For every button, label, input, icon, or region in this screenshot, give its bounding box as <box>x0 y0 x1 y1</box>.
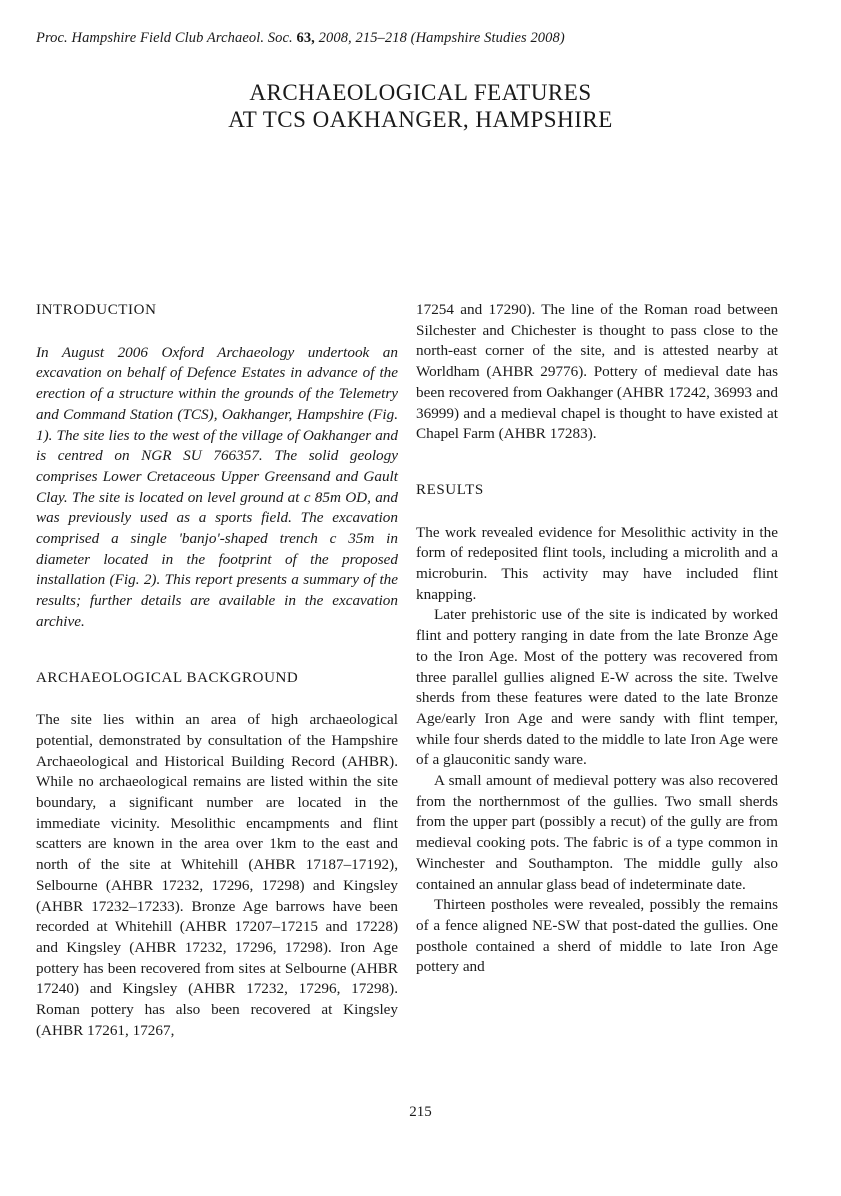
results-paragraph-2: Later prehistoric use of the site is indicated by worked flint and pottery ranging in date from the late Bronze Age to the Iron Age. Most of the pottery was recovered from three parallel gullies aligned E-W across the site. Twelve sherds from these features were dated to the late Bronze Age/early Iron Age and were sandy with flint temper, while four sherds dated to the middle to late Iron Age were of a glauconitic sandy ware. <box>416 606 778 769</box>
results-paragraph-3: A small amount of medieval pottery was also recovered from the northernmost of the gullies. Two small sherds from the upper part (possibly a recut) of the gully are from medieval cooking pots. The fabric is of a type common in Winchester and Southampton. The middle gully also contained an annular glass bead of indeterminate date. <box>416 772 778 893</box>
background-paragraph-continued: 17254 and 17290). The line of the Roman road between Silchester and Chichester is thought to pass close to the north-east corner of the site, and is attested nearby at Worldham (AHBR 29776). Pottery of medieval date has been recovered from Oakhanger (AHBR 17242, 36993 and 36999) and a medieval chapel is thought to have existed at Chapel Farm (AHBR 17283). <box>416 301 778 443</box>
journal-details: 2008, 215–218 (Hampshire Studies 2008) <box>318 30 565 46</box>
heading-introduction: INTRODUCTION <box>36 302 157 318</box>
introduction-abstract: In August 2006 Oxford Archaeology undertook an excavation on behalf of Defence Estates in advance of the erection of a structure within the grounds of the Telemetry and Command Station (TCS), Oakhanger, Hampshire (Fig. 1). The site lies to the west of the village of Oakhanger and is centred on NGR SU 766357. The solid geology comprises Lower Cretaceous Upper Greensand and Gault Clay. The site is located on level ground at c 85m OD, and was previously used as a sports field. The excavation comprised a single 'banjo'-shaped trench c 35m in diameter located in the footprint of the proposed installation (Fig. 2). This report presents a summary of the results; further details are available in the excavation archive. <box>36 343 398 630</box>
left-column <box>36 300 398 1042</box>
title-line-1: ARCHAEOLOGICAL FEATURES <box>249 80 592 105</box>
results-paragraph-1: The work revealed evidence for Mesolithic activity in the form of redeposited flint tools, including a microlith and a microburin. This activity may have included flint knapping. <box>416 523 778 603</box>
heading-results: RESULTS <box>416 481 484 498</box>
journal-name: Proc. Hampshire Field Club Archaeol. Soc. <box>36 30 293 46</box>
right-column <box>416 300 778 978</box>
results-paragraph-4: Thirteen postholes were revealed, possibly the remains of a fence aligned NE-SW that post-dated the gullies. One posthole contained a sherd of middle to late Iron Age pottery and <box>416 896 778 976</box>
volume-number: 63, <box>296 30 315 46</box>
page-number: 215 <box>409 1104 432 1120</box>
heading-archaeological-background: ARCHAEOLOGICAL BACKGROUND <box>36 669 299 686</box>
article-title <box>0 79 841 133</box>
running-header <box>36 30 816 47</box>
title-line-2: AT TCS OAKHANGER, HAMPSHIRE <box>228 107 613 132</box>
background-paragraph: The site lies within an area of high archaeological potential, demonstrated by consultation of the Hampshire Archaeological and Historical Building Record (AHBR). While no archaeological remains are listed within the site boundary, a significant number are located in the immediate vicinity. Mesolithic encampments and flint scatters are known in the area over 1km to the east and north of the site at Whitehill (AHBR 17187–17192), Selbourne (AHBR 17232, 17296, 17298) and Kingsley (AHBR 17232–17233). Bronze Age barrows have been recorded at Whitehill (AHBR 17207–17215 and 17228) and Kingsley (AHBR 17232, 17296, 17298). Iron Age pottery has been recovered from sites at Selbourne (AHBR 17240) and Kingsley (AHBR 17232, 17296, 17298). Roman pottery has also been recovered at Kingsley (AHBR 17261, 17267, <box>36 711 398 1039</box>
